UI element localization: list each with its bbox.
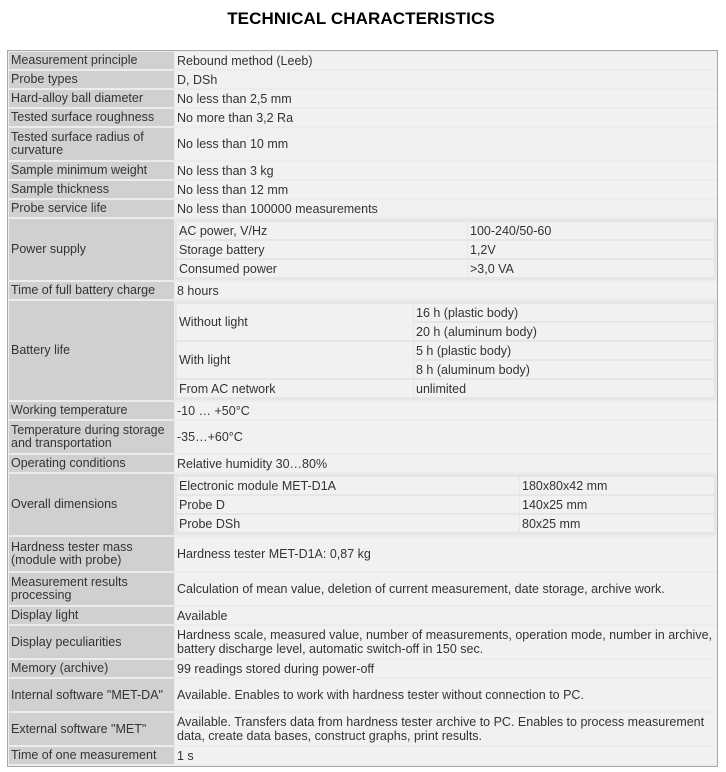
row-label: Working temperature — [9, 402, 174, 419]
row-label: Sample minimum weight — [9, 162, 174, 179]
row-value: Calculation of mean value, deletion of current measurement, date storage, archive work. — [175, 573, 716, 605]
row-label: Display peculiarities — [9, 626, 174, 658]
sub-label: AC power, V/Hz — [177, 222, 467, 239]
row-label: Internal software "MET-DA" — [9, 679, 174, 711]
row-label: Sample thickness — [9, 181, 174, 198]
sub-value: 16 h (plastic body) — [414, 304, 714, 321]
row-value: Hardness tester MET-D1A: 0,87 kg — [175, 537, 716, 571]
table-row — [8, 161, 717, 180]
sub-value: unlimited — [414, 380, 714, 397]
table-row — [8, 127, 717, 161]
row-value: No less than 2,5 mm — [175, 90, 716, 107]
row-value: Relative humidity 30…80% — [175, 455, 716, 472]
row-value: No more than 3,2 Ra — [175, 109, 716, 126]
sub-row — [175, 514, 716, 533]
row-label: Hard-alloy ball diameter — [9, 90, 174, 107]
row-label: Tested surface roughness — [9, 109, 174, 126]
sub-value: 20 h (aluminum body) — [414, 323, 714, 340]
table-row — [8, 180, 717, 199]
table-row — [8, 572, 717, 606]
row-value: -35…+60°C — [175, 421, 716, 453]
sub-row — [175, 221, 716, 240]
row-label: Temperature during storage and transportation — [9, 421, 174, 453]
table-row — [8, 51, 717, 70]
table-row — [8, 746, 717, 765]
row-value: Hardness scale, measured value, number of measurements, operation mode, number in archive, battery discharge level, automatic switch-off in 150 sec. — [175, 626, 716, 658]
sub-value: >3,0 VA — [468, 260, 714, 277]
specifications-table — [7, 50, 718, 767]
table-row-dimensions — [8, 473, 717, 536]
sub-row — [175, 379, 716, 398]
page-title: TECHNICAL CHARACTERISTICS — [227, 9, 495, 28]
row-label: Display light — [9, 607, 174, 624]
table-row-battery-life — [8, 300, 717, 401]
row-label: Probe service life — [9, 200, 174, 217]
row-value: Available. Enables to work with hardness tester without connection to PC. — [175, 679, 716, 711]
sub-label: Storage battery — [177, 241, 467, 258]
row-label: Time of full battery charge — [9, 282, 174, 299]
sub-value: 80x25 mm — [520, 515, 714, 532]
row-label: Operating conditions — [9, 455, 174, 472]
row-value: Available — [175, 607, 716, 624]
battery-life-subtable — [175, 301, 716, 400]
power-supply-subtable — [175, 219, 716, 280]
table-row — [8, 199, 717, 218]
sub-label: Probe D — [177, 496, 519, 513]
table-row — [8, 108, 717, 127]
row-value: 8 hours — [175, 282, 716, 299]
sub-row — [175, 341, 716, 379]
sub-label: Electronic module MET-D1A — [177, 477, 519, 494]
sub-value: 8 h (aluminum body) — [414, 361, 714, 378]
sub-row — [175, 476, 716, 495]
table-row — [8, 712, 717, 746]
sub-value: 140x25 mm — [520, 496, 714, 513]
row-value: -10 … +50°C — [175, 402, 716, 419]
table-row — [8, 454, 717, 473]
row-label: Measurement results processing — [9, 573, 174, 605]
row-value: No less than 10 mm — [175, 128, 716, 160]
dimensions-subtable — [175, 474, 716, 535]
table-row — [8, 625, 717, 659]
row-value: No less than 100000 measurements — [175, 200, 716, 217]
row-label: Measurement principle — [9, 52, 174, 69]
sub-label: Consumed power — [177, 260, 467, 277]
table-row — [8, 420, 717, 454]
sub-label: With light — [177, 342, 413, 378]
table-row — [8, 89, 717, 108]
table-row — [8, 281, 717, 300]
sub-label: Without light — [177, 304, 413, 340]
table-row — [8, 536, 717, 572]
row-value: No less than 12 mm — [175, 181, 716, 198]
row-label: External software "MET" — [9, 713, 174, 745]
sub-row — [175, 240, 716, 259]
sub-row — [175, 303, 716, 341]
row-label: Hardness tester mass (module with probe) — [9, 537, 174, 571]
row-label: Battery life — [9, 301, 174, 400]
row-value: D, DSh — [175, 71, 716, 88]
row-label: Tested surface radius of curvature — [9, 128, 174, 160]
sub-label: Probe DSh — [177, 515, 519, 532]
row-value: 99 readings stored during power-off — [175, 660, 716, 677]
table-row-power-supply — [8, 218, 717, 281]
table-row — [8, 401, 717, 420]
sub-row — [175, 495, 716, 514]
row-value: No less than 3 kg — [175, 162, 716, 179]
row-value: Rebound method (Leeb) — [175, 52, 716, 69]
row-label: Probe types — [9, 71, 174, 88]
table-row — [8, 606, 717, 625]
sub-value: 1,2V — [468, 241, 714, 258]
row-value: 1 s — [175, 747, 716, 764]
sub-value: 100-240/50-60 — [468, 222, 714, 239]
sub-value: 180x80x42 mm — [520, 477, 714, 494]
table-row — [8, 678, 717, 712]
sub-label: From AC network — [177, 380, 413, 397]
row-value: Available. Transfers data from hardness tester archive to PC. Enables to process measurement data, create data bases, construct graphs, print results. — [175, 713, 716, 745]
table-row — [8, 70, 717, 89]
row-label: Memory (archive) — [9, 660, 174, 677]
table-row — [8, 659, 717, 678]
row-label: Overall dimensions — [9, 474, 174, 535]
sub-row — [175, 259, 716, 278]
row-label: Time of one measurement — [9, 747, 174, 764]
row-label: Power supply — [9, 219, 174, 280]
sub-value: 5 h (plastic body) — [414, 342, 714, 359]
